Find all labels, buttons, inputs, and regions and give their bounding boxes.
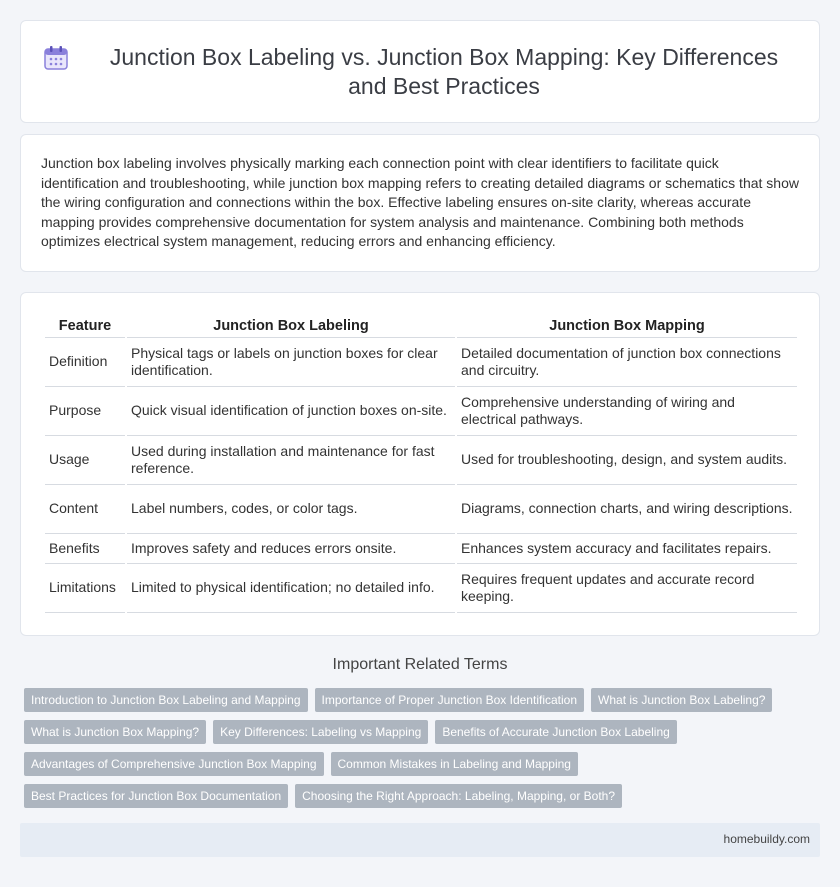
- labeling-cell: Label numbers, codes, or color tags.: [127, 485, 455, 534]
- labeling-cell: Limited to physical identification; no detailed info.: [127, 564, 455, 613]
- intro-paragraph: Junction box labeling involves physically marking each connection point with clear identifiers to facilitate quick identification and troubleshooting, while junction box mapping refers to creating detailed diagrams or schematics that show the wiring configuration and connections within the box. Effective labeling ensures on-site clarity, whereas accurate mapping provides comprehensive documentation for system analysis and maintenance. Combining both methods optimizes electrical system management, reducing errors and enhancing efficiency.: [41, 155, 799, 249]
- related-term-tag[interactable]: Benefits of Accurate Junction Box Labeling: [435, 720, 676, 744]
- feature-cell: Usage: [45, 436, 125, 485]
- related-term-tag[interactable]: Key Differences: Labeling vs Mapping: [213, 720, 428, 744]
- feature-cell: Content: [45, 485, 125, 534]
- footer: [20, 823, 820, 857]
- table-row: [45, 338, 797, 387]
- related-term-tag[interactable]: What is Junction Box Labeling?: [591, 688, 772, 712]
- table-header-row: [45, 313, 797, 338]
- title-card: [20, 20, 820, 123]
- intro-card: [20, 134, 820, 272]
- related-term-tag[interactable]: Best Practices for Junction Box Documentation: [24, 784, 288, 808]
- comparison-card: [20, 292, 820, 636]
- feature-cell: Definition: [45, 338, 125, 387]
- related-terms-heading: Important Related Terms: [332, 656, 508, 673]
- labeling-cell: Physical tags or labels on junction boxes for clear identification.: [127, 338, 455, 387]
- related-term-tag[interactable]: Advantages of Comprehensive Junction Box Mapping: [24, 752, 324, 776]
- related-term-tag[interactable]: Importance of Proper Junction Box Identification: [315, 688, 584, 712]
- mapping-cell: Diagrams, connection charts, and wiring descriptions.: [457, 485, 797, 534]
- table-row: [45, 436, 797, 485]
- table-row: [45, 564, 797, 613]
- feature-cell: Benefits: [45, 534, 125, 564]
- related-terms-list: [24, 688, 814, 808]
- feature-cell: Limitations: [45, 564, 125, 613]
- table-row: [45, 485, 797, 534]
- mapping-cell: Requires frequent updates and accurate record keeping.: [457, 564, 797, 613]
- related-term-tag[interactable]: Introduction to Junction Box Labeling and Mapping: [24, 688, 308, 712]
- header-labeling: Junction Box Labeling: [127, 313, 455, 338]
- feature-cell: Purpose: [45, 387, 125, 436]
- header-mapping: Junction Box Mapping: [457, 313, 797, 338]
- table-row: [45, 534, 797, 564]
- labeling-cell: Used during installation and maintenance for fast reference.: [127, 436, 455, 485]
- comparison-table: [43, 313, 799, 613]
- mapping-cell: Detailed documentation of junction box connections and circuitry.: [457, 338, 797, 387]
- header-feature: Feature: [45, 313, 125, 338]
- labeling-cell: Quick visual identification of junction boxes on-site.: [127, 387, 455, 436]
- mapping-cell: Comprehensive understanding of wiring and electrical pathways.: [457, 387, 797, 436]
- footer-site-link[interactable]: homebuildy.com: [723, 832, 810, 846]
- page-title: Junction Box Labeling vs. Junction Box Mapping: Key Differences and Best Practices: [109, 43, 779, 99]
- mapping-cell: Used for troubleshooting, design, and system audits.: [457, 436, 797, 485]
- table-row: [45, 387, 797, 436]
- related-term-tag[interactable]: Common Mistakes in Labeling and Mapping: [331, 752, 578, 776]
- related-term-tag[interactable]: What is Junction Box Mapping?: [24, 720, 206, 744]
- related-term-tag[interactable]: Choosing the Right Approach: Labeling, Mapping, or Both?: [295, 784, 622, 808]
- calendar-icon: [41, 43, 71, 73]
- mapping-cell: Enhances system accuracy and facilitates repairs.: [457, 534, 797, 564]
- labeling-cell: Improves safety and reduces errors onsite.: [127, 534, 455, 564]
